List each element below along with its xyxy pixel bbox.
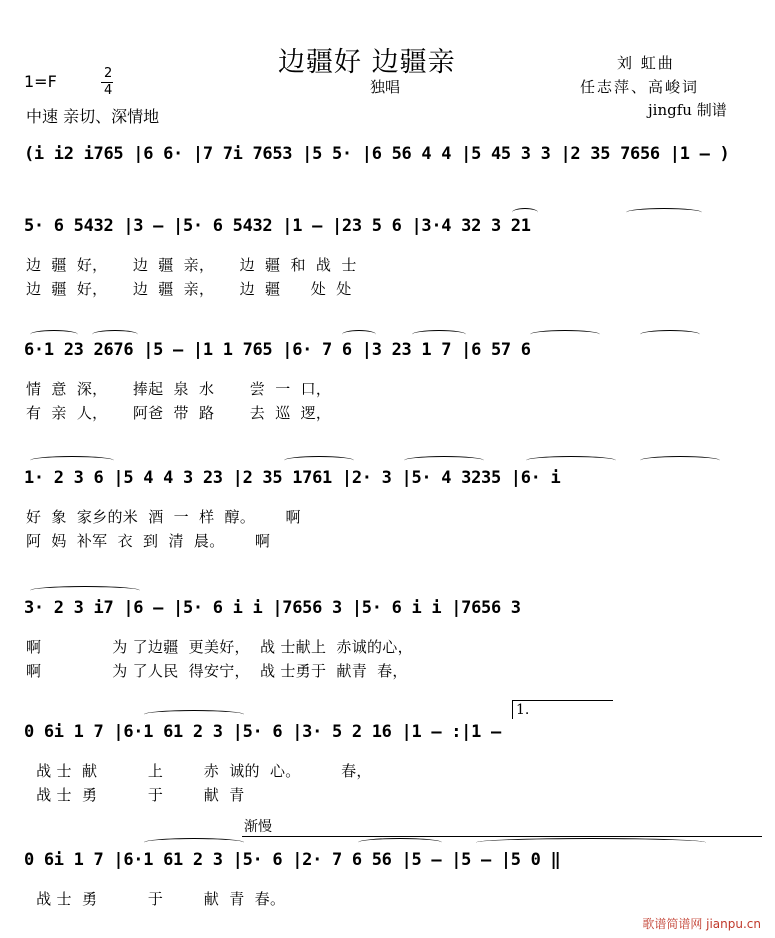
slur <box>30 586 140 595</box>
notation-line: (i i2 i765 |6 6· |7 7i 7653 |5 5· |6 56 4 4 |5 45 3 3 |2 35 7656 |1 – ) <box>24 144 730 164</box>
slur <box>342 330 376 339</box>
slur <box>526 456 616 465</box>
notation-line: 0 6i 1 7 |6·1 61 2 3 |5· 6 |2· 7 6 56 |5 – |5 – |5 0 ‖ <box>24 850 561 870</box>
notation-line: 1· 2 3 6 |5 4 4 3 23 |2 35 1761 |2· 3 |5· 4 3235 |6· i <box>24 468 561 488</box>
slur <box>640 456 720 465</box>
slur <box>404 456 484 465</box>
notation-line: 0 6i 1 7 |6·1 61 2 3 |5· 6 |3· 5 2 16 |1 – :|1 – <box>24 722 501 742</box>
lyrics-verse-1: 边 疆 好， 边 疆 亲， 边 疆 和 战 士 <box>26 256 357 274</box>
lyrics-verse-2: 战 士 勇 于 献 青 <box>26 786 245 804</box>
slur <box>144 838 244 847</box>
time-signature-top: 2 <box>104 66 113 81</box>
song-title: 边疆好 边疆亲 <box>278 47 456 78</box>
slur <box>144 710 244 719</box>
tempo-marking: 中速 亲切、深情地 <box>26 107 160 126</box>
site-watermark: 歌谱简谱网 jianpu.cn <box>642 917 761 931</box>
slur <box>30 456 114 465</box>
performance-type: 独唱 <box>370 78 401 96</box>
notation-line: 6·1 23 2676 |5 – |1 1 765 |6· 7 6 |3 23 1 7 |6 57 6 <box>24 340 531 360</box>
slur <box>284 456 354 465</box>
slur <box>640 330 700 339</box>
ritardando-line <box>242 836 762 837</box>
lyrics-verse-1: 情 意 深， 捧起 泉 水 尝 一 口， <box>26 380 332 398</box>
lyrics-verse-2: 边 疆 好， 边 疆 亲， 边 疆 处 处 <box>26 280 352 298</box>
slur <box>476 838 706 847</box>
transcriber-credit: jingfu 制谱 <box>648 101 727 119</box>
composer-credit: 刘 虹曲 <box>617 54 675 72</box>
slur <box>412 330 466 339</box>
slur <box>626 208 702 217</box>
slur <box>358 838 442 847</box>
slur <box>30 330 78 339</box>
lyrics-verse-1: 啊 为 了边疆 更美好， 战 士献上 赤诚的心， <box>26 638 413 656</box>
lyrics-verse-2: 有 亲 人， 阿爸 带 路 去 巡 逻， <box>26 404 332 422</box>
volta-number: 1. <box>516 702 530 718</box>
key-signature: 1=F <box>24 72 57 91</box>
time-signature-bottom: 4 <box>104 83 113 98</box>
slur <box>530 330 600 339</box>
notation-line: 3· 2 3 i7 |6 – |5· 6 i i |7656 3 |5· 6 i i |7656 3 <box>24 598 521 618</box>
slur <box>92 330 138 339</box>
lyrics-verse-2: 阿 妈 补军 衣 到 清 晨。 啊 <box>26 532 271 550</box>
lyrics-verse-1: 好 象 家乡的米 酒 一 样 醇。 啊 <box>26 508 301 526</box>
gradual-slowing-direction: 渐慢 <box>244 819 272 835</box>
lyrics-verse-2: 啊 为 了人民 得安宁， 战 士勇于 献青 春， <box>26 662 408 680</box>
lyrics-verse-1: 战 士 勇 于 献 青 春。 <box>26 890 286 908</box>
lyricist-credit: 任志萍、高峻词 <box>580 78 700 96</box>
notation-line: 5· 6 5432 |3 – |5· 6 5432 |1 – |23 5 6 |3·4 32 3 21 <box>24 216 531 236</box>
lyrics-verse-1: 战 士 献 上 赤 诚的 心。 春， <box>26 762 372 780</box>
